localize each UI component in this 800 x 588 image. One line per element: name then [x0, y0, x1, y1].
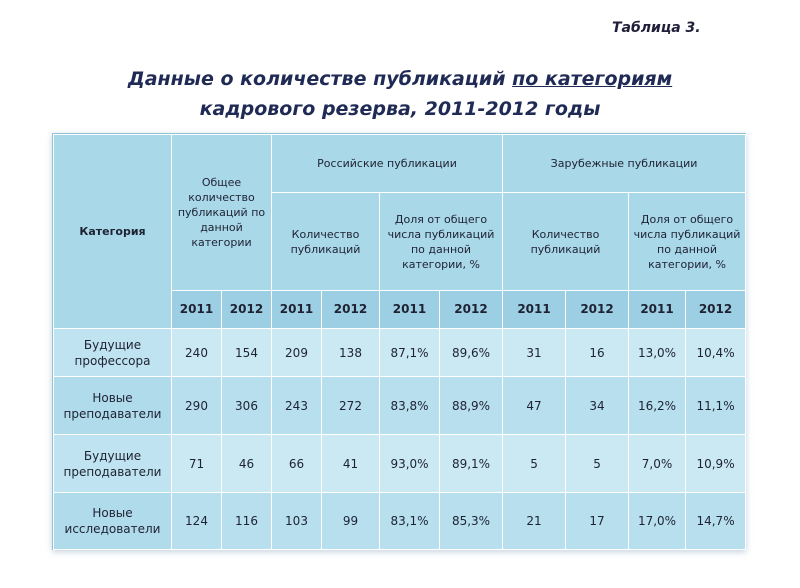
header-year: 2011 — [503, 291, 566, 329]
header-year: 2011 — [380, 291, 440, 329]
table-cell: 209 — [272, 329, 322, 377]
table-cell: 5 — [566, 435, 629, 493]
table-row — [54, 329, 746, 377]
header-russian: Российские публикации — [272, 135, 503, 193]
table-cell: 11,1% — [686, 377, 746, 435]
header-year: 2012 — [322, 291, 380, 329]
table-cell: 14,7% — [686, 493, 746, 550]
table-cell: 103 — [272, 493, 322, 550]
table-cell: 85,3% — [440, 493, 503, 550]
table-cell: 88,9% — [440, 377, 503, 435]
publications-table-container — [52, 133, 746, 550]
row-category: Новые исследователи — [54, 493, 172, 550]
table-cell: 138 — [322, 329, 380, 377]
table-cell: 34 — [566, 377, 629, 435]
table-cell: 71 — [172, 435, 222, 493]
header-year: 2011 — [629, 291, 686, 329]
table-cell: 87,1% — [380, 329, 440, 377]
table-cell: 89,1% — [440, 435, 503, 493]
table-cell: 46 — [222, 435, 272, 493]
table-cell: 31 — [503, 329, 566, 377]
page-title — [60, 64, 740, 124]
table-row — [54, 435, 746, 493]
table-cell: 83,1% — [380, 493, 440, 550]
publications-table — [53, 134, 746, 550]
table-cell: 7,0% — [629, 435, 686, 493]
table-cell: 10,4% — [686, 329, 746, 377]
table-cell: 41 — [322, 435, 380, 493]
table-cell: 17 — [566, 493, 629, 550]
header-foreign-share: Доля от общего числа публикаций по данной категории, % — [629, 193, 746, 291]
table-cell: 93,0% — [380, 435, 440, 493]
table-cell: 116 — [222, 493, 272, 550]
row-category: Будущие профессора — [54, 329, 172, 377]
table-cell: 21 — [503, 493, 566, 550]
table-cell: 10,9% — [686, 435, 746, 493]
header-category: Категория — [54, 135, 172, 329]
table-cell: 243 — [272, 377, 322, 435]
table-cell: 99 — [322, 493, 380, 550]
table-cell: 16 — [566, 329, 629, 377]
title-line1-a: Данные о количестве публикаций — [127, 68, 513, 90]
table-cell: 290 — [172, 377, 222, 435]
table-cell: 154 — [222, 329, 272, 377]
header-foreign-count: Количество публикаций — [503, 193, 629, 291]
header-foreign: Зарубежные публикации — [503, 135, 746, 193]
header-year: 2012 — [686, 291, 746, 329]
header-year: 2012 — [566, 291, 629, 329]
table-cell: 5 — [503, 435, 566, 493]
table-cell: 47 — [503, 377, 566, 435]
title-line1-b: по категориям — [512, 68, 673, 90]
header-year: 2012 — [440, 291, 503, 329]
row-category: Будущие преподаватели — [54, 435, 172, 493]
table-cell: 16,2% — [629, 377, 686, 435]
table-row — [54, 493, 746, 550]
table-cell: 306 — [222, 377, 272, 435]
table-cell: 83,8% — [380, 377, 440, 435]
header-russian-share: Доля от общего числа публикаций по данной категории, % — [380, 193, 503, 291]
table-cell: 13,0% — [629, 329, 686, 377]
table-row — [54, 377, 746, 435]
table-number-label: Таблица 3. — [612, 20, 701, 36]
header-total: Общее количество публикаций по данной категории — [172, 135, 272, 291]
table-cell: 89,6% — [440, 329, 503, 377]
title-line2: кадрового резерва, 2011-2012 годы — [199, 98, 601, 120]
row-category: Новые преподаватели — [54, 377, 172, 435]
table-cell: 124 — [172, 493, 222, 550]
header-year: 2011 — [272, 291, 322, 329]
header-year: 2012 — [222, 291, 272, 329]
table-cell: 17,0% — [629, 493, 686, 550]
header-year: 2011 — [172, 291, 222, 329]
header-russian-count: Количество публикаций — [272, 193, 380, 291]
table-cell: 272 — [322, 377, 380, 435]
table-cell: 66 — [272, 435, 322, 493]
table-cell: 240 — [172, 329, 222, 377]
